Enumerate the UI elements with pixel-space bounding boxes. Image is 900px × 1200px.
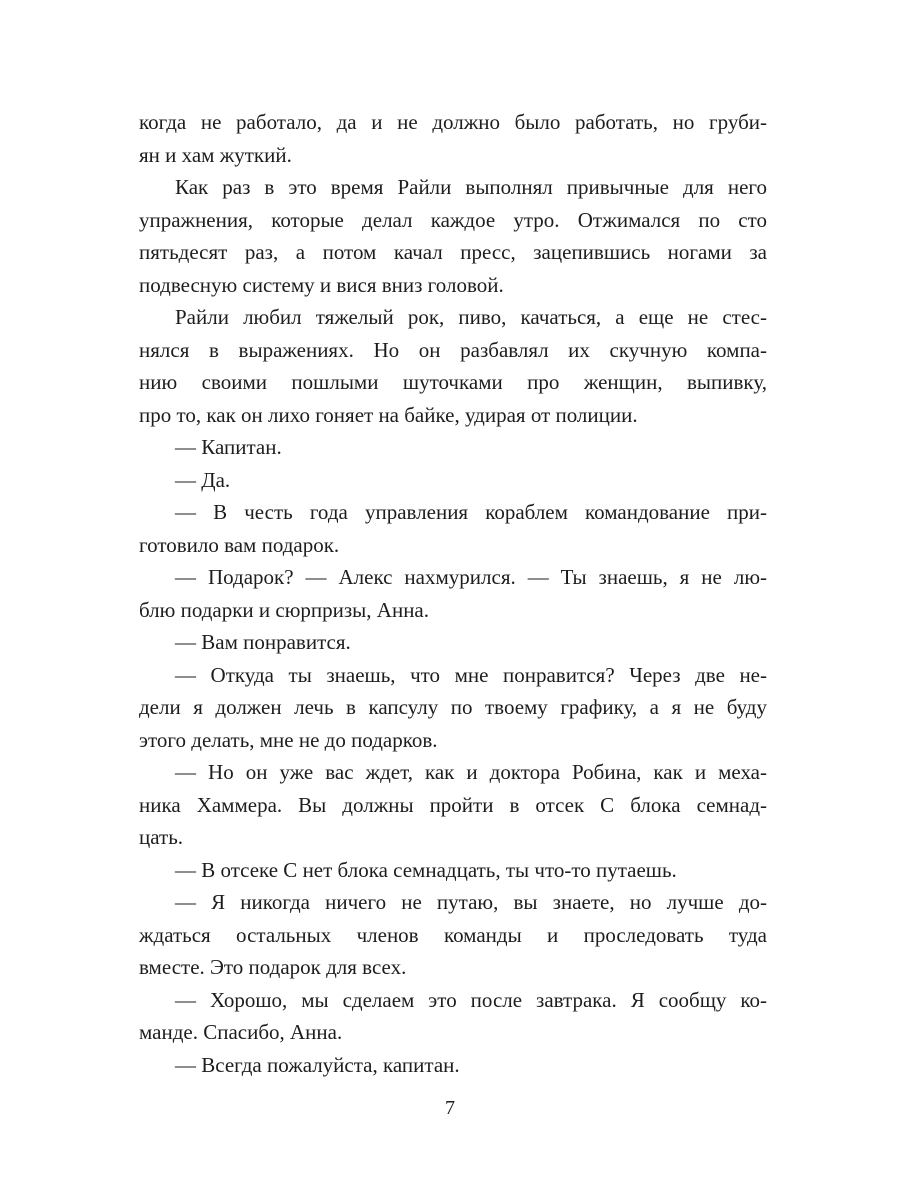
text-line: — В честь года управления кораблем командование при- [175,500,767,524]
text-line: ян и хам жуткий. [139,142,292,167]
text-line: цать. [139,825,184,849]
paragraph [139,431,767,464]
text-line: ждаться остальных членов команды и проследовать туда [139,922,767,947]
paragraph [139,756,767,854]
text-line: — Хорошо, мы сделаем это после завтрака. Я сообщу ко- [175,987,767,1012]
paragraph [139,301,767,431]
paragraph [139,171,767,301]
text-line: пятьдесят раз, а потом качал пресс, зацепившись ногами за [139,240,767,264]
text-line: — Да. [175,467,231,492]
text-line: готовило вам подарок. [139,532,340,557]
text-line: — Всегда пожалуйста, капитан. [175,1052,460,1077]
paragraph [139,496,767,561]
paragraph [139,464,767,497]
page-number: 7 [445,1097,455,1119]
paragraph [139,984,767,1049]
text-line: Райли любил тяжелый рок, пиво, качаться, а еще не стес- [175,305,767,329]
text-line: — Откуда ты знаешь, что мне понравится? Через две не- [175,662,767,687]
text-line: упражнения, которые делал каждое утро. Отжимался по сто [139,207,767,232]
text-line: — В отсеке С нет блока семнадцать, ты что-то путаешь. [175,857,677,882]
text-line: — Но он уже вас ждет, как и доктора Робина, как и меха- [175,760,767,784]
text-line: нялся в выражениях. Но он разбавлял их скучную компа- [139,337,767,362]
paragraph [139,626,767,659]
text-line: — Подарок? — Алекс нахмурился. — Ты знаешь, я не лю- [175,565,767,589]
paragraph [139,854,767,887]
text-line: блю подарки и сюрпризы, Анна. [139,597,430,622]
text-line: — Я никогда ничего не путаю, вы знаете, но лучше до- [175,890,767,914]
text-line: когда не работало, да и не должно было работать, но груби- [139,110,767,134]
text-line: — Вам понравится. [175,630,351,654]
paragraph [139,561,767,626]
text-line: нию своими пошлыми шуточками про женщин, выпивку, [139,370,767,394]
paragraph [139,886,767,984]
text-line: — Капитан. [175,435,282,459]
paragraph [139,106,767,171]
text-line: вместе. Это подарок для всех. [139,955,407,979]
text-line: манде. Спасибо, Анна. [139,1020,343,1044]
text-line: подвесную систему и вися вниз головой. [139,272,504,297]
text-line: Как раз в это время Райли выполнял привычные для него [175,175,767,199]
paragraph [139,659,767,757]
page-text [139,106,767,1081]
text-line: этого делать, мне не до подарков. [139,727,438,752]
paragraph [139,1049,767,1082]
text-line: про то, как он лихо гоняет на байке, удирая от полиции. [139,402,638,427]
text-line: ника Хаммера. Вы должны пройти в отсек С блока семнад- [139,792,767,817]
text-line: дели я должен лечь в капсулу по твоему графику, а я не буду [139,695,767,719]
